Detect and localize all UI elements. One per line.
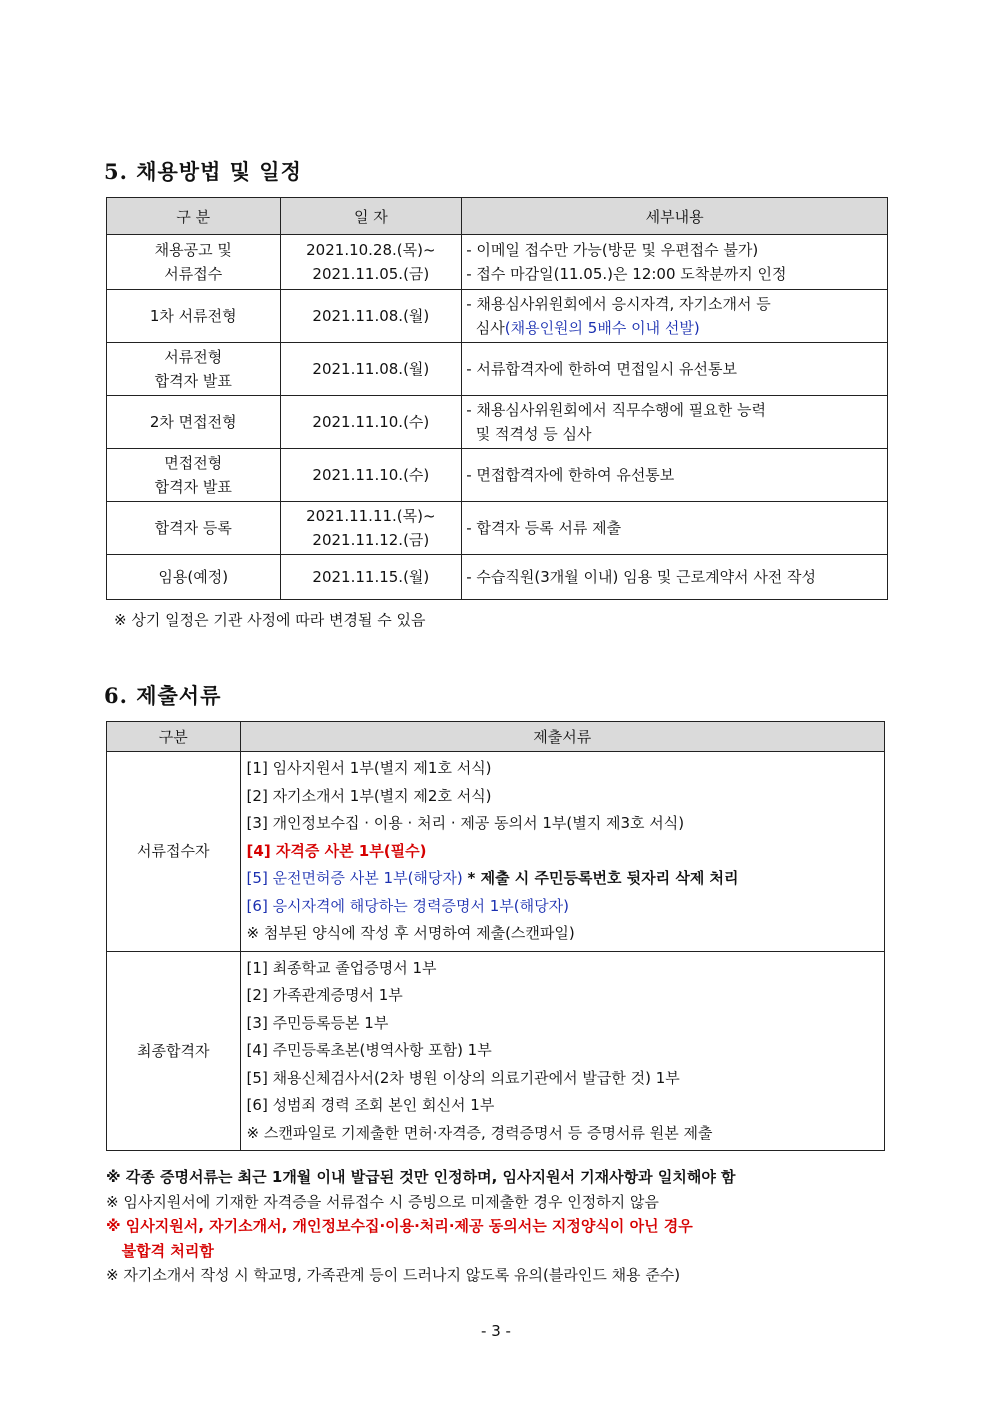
category-line: 임용(예정) (158, 568, 229, 586)
schedule-row (107, 235, 888, 290)
details-line (466, 398, 887, 422)
document-item-text: [4] 주민등록초본(병역사항 포함) 1부 (246, 1041, 492, 1059)
header-doc-category: 구분 (107, 722, 241, 752)
document-item (247, 1065, 884, 1093)
details-text: - 이메일 접수만 가능(방문 및 우편접수 불가) (466, 241, 759, 259)
document-item (247, 955, 884, 983)
documents-note-line: 불합격 처리함 (106, 1241, 214, 1260)
document-item (247, 783, 884, 811)
documents-note-line: ※ 각종 증명서류는 최근 1개월 이내 발급된 것만 인정하며, 임사지원서 기재사항과 일치해야 함 (106, 1168, 736, 1186)
category-line: 채용공고 및 (154, 241, 232, 259)
details-line (466, 262, 887, 286)
date-line: 2021.11.10.(수) (312, 413, 430, 431)
document-item (247, 1010, 884, 1038)
document-item (247, 920, 884, 948)
document-item (247, 893, 884, 921)
documents-note-line: ※ 임사지원서에 기재한 자격증을 서류접수 시 증빙으로 미제출한 경우 인정하지 않음 (106, 1192, 659, 1211)
header-category: 구 분 (107, 198, 281, 235)
details-line (466, 565, 887, 589)
document-item-text: [3] 주민등록등본 1부 (246, 1013, 389, 1032)
document-item-text: ※ 스캔파일로 기제출한 면허·자격증, 경력증명서 등 증명서류 원본 제출 (246, 1123, 713, 1142)
category-line: 합격자 발표 (154, 478, 232, 496)
document-item-text: ※ 첨부된 양식에 작성 후 서명하여 제출(스캔파일) (246, 924, 575, 942)
details-line (466, 316, 887, 340)
schedule-details (462, 502, 888, 555)
schedule-category (107, 290, 281, 343)
schedule-date (280, 449, 462, 502)
schedule-row (107, 449, 888, 502)
header-doc-list: 제출서류 (240, 722, 884, 752)
date-line: 2021.11.08.(월) (312, 360, 430, 378)
details-text: - 서류합격자에 한하여 면접일시 유선통보 (466, 360, 738, 378)
schedule-category (107, 343, 281, 396)
details-text: - 채용심사위원회에서 응시자격, 자기소개서 등 (466, 295, 771, 313)
details-line (466, 463, 887, 487)
details-highlight: (채용인원의 5배수 이내 선발) (504, 319, 700, 337)
schedule-header-row (107, 198, 888, 235)
date-line: 2021.11.11.(목)~ (306, 507, 436, 525)
document-item-text: [1] 최종학교 졸업증명서 1부 (246, 958, 437, 977)
details-text: 심사 (466, 319, 505, 337)
schedule-details (462, 449, 888, 502)
document-item-text: [6] 성범죄 경력 조회 본인 회신서 1부 (246, 1096, 495, 1114)
page-number: - 3 - (481, 1322, 511, 1340)
schedule-date (280, 396, 462, 449)
schedule-details (462, 235, 888, 290)
category-line: 합격자 등록 (154, 519, 232, 537)
section5-title: 5. 채용방법 및 일정 (104, 159, 302, 184)
date-line: 2021.10.28.(목)~ (306, 241, 436, 259)
schedule-details (462, 290, 888, 343)
documents-category: 최종합격자 (107, 951, 241, 1151)
schedule-row (107, 396, 888, 449)
schedule-category (107, 449, 281, 502)
schedule-date (280, 555, 462, 600)
document-item (247, 838, 884, 866)
schedule-row (107, 502, 888, 555)
document-item (247, 1092, 884, 1120)
section6-title: 6. 제출서류 (104, 683, 222, 708)
documents-notes (106, 1165, 736, 1288)
schedule-date (280, 502, 462, 555)
details-line (466, 422, 887, 446)
document-item-text: [4] 자격증 사본 1부(필수) (246, 841, 427, 860)
document-item (247, 755, 884, 783)
documents-group-row (107, 951, 885, 1151)
document-item (247, 865, 884, 893)
category-line: 서류접수 (164, 265, 223, 283)
date-line: 2021.11.08.(월) (312, 307, 430, 325)
schedule-row (107, 343, 888, 396)
schedule-details (462, 396, 888, 449)
date-line: 2021.11.05.(금) (312, 265, 430, 283)
document-item-text: [2] 자기소개서 1부(별지 제2호 서식) (246, 786, 492, 805)
details-text: - 채용심사위원회에서 직무수행에 필요한 능력 (466, 401, 766, 419)
details-text: - 면접합격자에 한하여 유선통보 (466, 466, 675, 484)
documents-note-line: ※ 자기소개서 작성 시 학교명, 가족관계 등이 드러나지 않도록 유의(블라인드 채용 준수) (106, 1266, 681, 1284)
documents-items (240, 951, 884, 1151)
documents-table (106, 721, 885, 1151)
schedule-category (107, 396, 281, 449)
schedule-row (107, 290, 888, 343)
documents-items (240, 752, 884, 952)
schedule-date (280, 290, 462, 343)
date-line: 2021.11.12.(금) (312, 531, 430, 549)
documents-note-line: ※ 임사지원서, 자기소개서, 개인정보수집·이용·처리·제공 동의서는 지정양식이 아닌 경우 (106, 1217, 693, 1235)
details-line (466, 238, 887, 262)
document-item (247, 810, 884, 838)
schedule-category (107, 502, 281, 555)
category-line: 1차 서류전형 (149, 307, 237, 325)
category-line: 2차 면접전형 (149, 413, 237, 431)
schedule-details (462, 555, 888, 600)
details-line (466, 516, 887, 540)
category-line: 면접전형 (164, 454, 223, 472)
documents-header-row (107, 722, 885, 752)
documents-category: 서류접수자 (107, 752, 241, 952)
schedule-details (462, 343, 888, 396)
document-item (247, 1120, 884, 1148)
document-item-text: [6] 응시자격에 해당하는 경력증명서 1부(해당자) (246, 896, 569, 915)
schedule-date (280, 235, 462, 290)
schedule-note: ※ 상기 일정은 기관 사정에 따라 변경될 수 있음 (114, 611, 426, 629)
header-date: 일 자 (280, 198, 462, 235)
schedule-category (107, 235, 281, 290)
schedule-date (280, 343, 462, 396)
document-item-text: [2] 가족관계증명서 1부 (246, 986, 403, 1004)
document-item-text: [5] 채용신체검사서(2차 병원 이상의 의료기관에서 발급한 것) 1부 (246, 1068, 680, 1087)
details-text: - 합격자 등록 서류 제출 (466, 519, 622, 537)
document-item-text: [3] 개인정보수집 · 이용 · 처리 · 제공 동의서 1부(별지 제3호 서식) (246, 814, 685, 832)
schedule-row (107, 555, 888, 600)
details-text: - 접수 마감일(11.05.)은 12:00 도착분까지 인정 (466, 265, 787, 283)
category-line: 합격자 발표 (154, 372, 232, 390)
category-line: 서류전형 (164, 348, 223, 366)
document-item-text: [1] 임사지원서 1부(별지 제1호 서식) (246, 759, 492, 777)
document-item-note: * 제출 시 주민등록번호 뒷자리 삭제 처리 (467, 869, 739, 887)
date-line: 2021.11.10.(수) (312, 466, 430, 484)
document-item (247, 1037, 884, 1065)
details-line (466, 357, 887, 381)
documents-group-row (107, 752, 885, 952)
details-line (466, 292, 887, 316)
details-text: - 수습직원(3개월 이내) 임용 및 근로계약서 사전 작성 (466, 568, 817, 586)
details-text: 및 적격성 등 심사 (466, 425, 592, 443)
header-details: 세부내용 (462, 198, 888, 235)
schedule-table (106, 197, 888, 600)
document-item-text: [5] 운전면허증 사본 1부(해당자) (246, 869, 468, 887)
date-line: 2021.11.15.(월) (312, 568, 430, 586)
document-item (247, 982, 884, 1010)
schedule-category (107, 555, 281, 600)
